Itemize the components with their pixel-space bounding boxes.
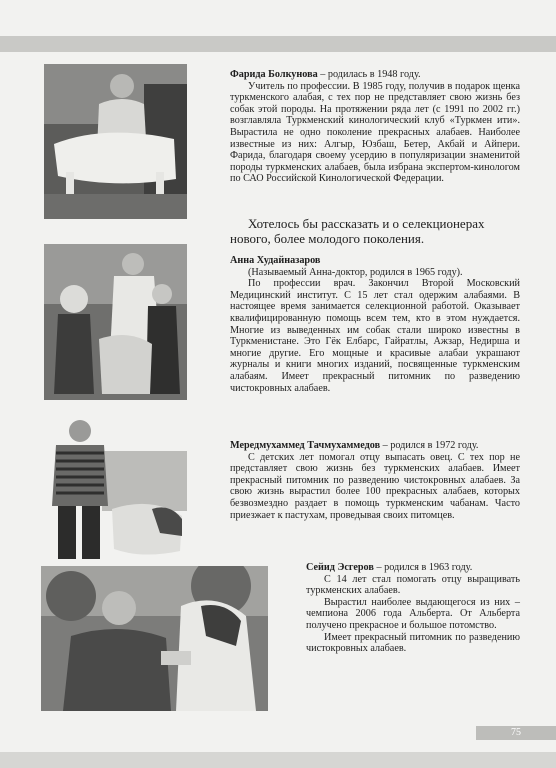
- person-name: Мередмухаммед Тачмухаммедов: [230, 440, 381, 451]
- bio-paragraph: Вырастил наиболее выдающегося из них – чемпиона 2006 года Альберта. От Альберта получено прекрасное и большое потомство.: [306, 596, 520, 631]
- bio-paragraph: Учитель по профессии. В 1985 году, получив в подарок щенка туркменского алабая, с тех пор не представляет свою жизнь без собак этой породы. На протяжении ряда лет (с 1991 по 2002 гг.) возглавляла Туркменский кинологический клуб «Туркмен ити». Вырастила не одно поколение прекрасных алабаев. Наиболее известные из них: Алгыр, Юзбаш, Бетер, Акбай и Айпери. Фарида, благодаря своему усердию в популяризации знаменитой породы туркменских алабаев, была избрана экспертом-кинологом по САО Российской Кинологической Федерации.: [230, 80, 520, 185]
- person-name: Фарида Болкунова: [230, 69, 318, 80]
- photo-seyid-with-dog: [41, 566, 268, 711]
- person-name: Сейид Эсгеров: [306, 562, 374, 573]
- bio-paragraph: Имеет прекрасный питомник по разведению чистокровных алабаев.: [306, 631, 520, 655]
- birth-line: – родился в 1963 году.: [373, 562, 473, 573]
- subtitle: (Называемый Анна-доктор, родился в 1965 году).: [248, 266, 463, 278]
- intro-text: Хотелось бы рассказать и о селекционерах нового, более молодого поколения.: [230, 216, 485, 246]
- birth-line: – родился в 1972 году.: [380, 440, 479, 451]
- birth-line: – родилась в 1948 году.: [317, 69, 421, 80]
- person-name: Анна Худайназаров: [230, 255, 321, 266]
- bio-paragraph: С детских лет помогал отцу выпасать овец. С тех пор не представляет свою жизнь без туркменских алабаев. Имеет прекрасный питомник по разведению чистокровных алабаев. За свою жизнь вырастил более 100 прекрасных алабаев, которых безвозмездно раздает в помощь туркменским чабанам. Часто приезжает к пастухам, проведывая своих питомцев.: [230, 451, 520, 521]
- top-decorative-band: [0, 36, 556, 52]
- section-anna: [230, 255, 520, 394]
- section-farida: [230, 69, 520, 185]
- bottom-decorative-band: [0, 752, 556, 768]
- bio-paragraph: По профессии врач. Закончил Второй Московский Медицинский институт. С 15 лет стал одержим алабаями. В настоящее время занимается селекционной работой. Оказывает квалифицированную помощь всем тем, кто в этом нуждается. Многие из выведенных им собак стали широко известны в Туркменистане. Это Гёк Елбарс, Гайратлы, Ажзар, Недирша и многие другие. Его мощные и красивые алабаи украшают журналы и книги многих изданий, посвященные туркменским алабаям. Имеет прекрасный питомник по разведению чистокровных алабаев.: [230, 278, 520, 394]
- photo-meredmuhammed-with-dog: [42, 411, 187, 559]
- section-meredmuhammed: [230, 440, 520, 521]
- bio-paragraph: С 14 лет стал помогать отцу выращивать туркменских алабаев.: [306, 573, 520, 597]
- page-number: 75: [476, 726, 556, 740]
- photo-farida-with-dog: [44, 64, 187, 219]
- photo-anna-with-children-and-dog: [44, 244, 187, 400]
- section-seyid: [306, 562, 520, 655]
